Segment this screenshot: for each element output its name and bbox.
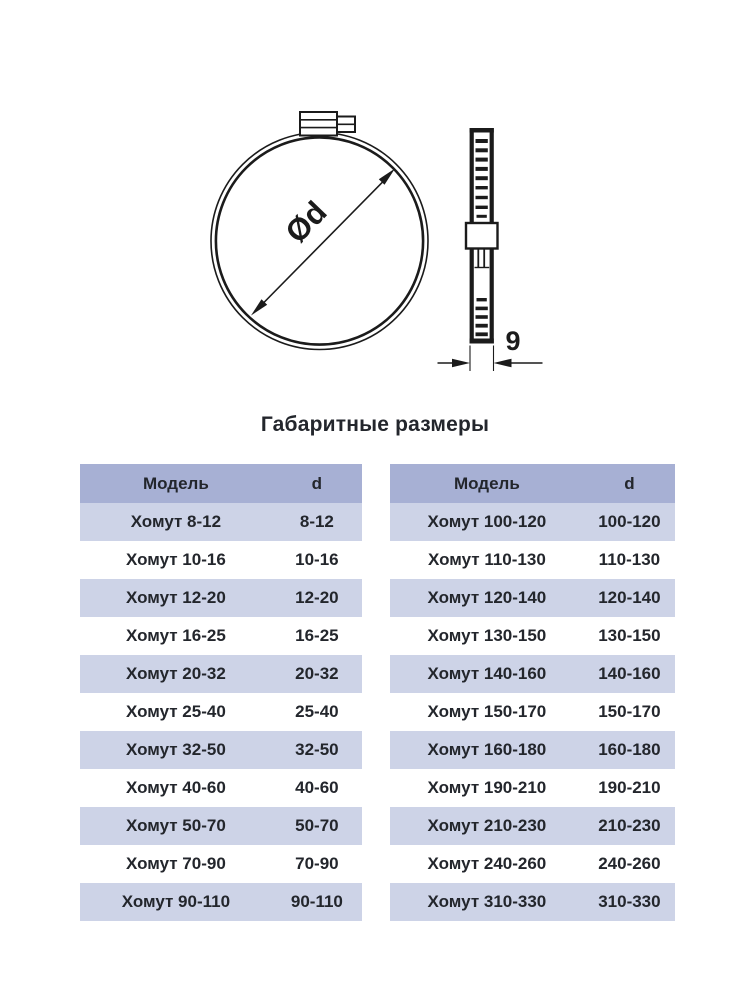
d-cell: 10-16 [295,550,339,569]
model-column-header: Модель [390,464,584,503]
d-cell: 130-150 [598,626,661,645]
table-row [80,731,362,769]
table-row [80,655,362,693]
table-row [390,845,675,883]
model-cell: Хомут 40-60 [125,778,226,797]
page-title: Габаритные размеры [260,413,490,436]
diameter-label: Ød [278,194,334,250]
d-cell: 16-25 [295,626,339,645]
model-cell: Хомут 50-70 [125,816,226,835]
table-row [80,769,362,807]
band-width-label: 9 [505,326,521,356]
d-cell: 70-90 [295,854,339,873]
model-cell: Хомут 130-150 [427,626,547,645]
table-row [80,883,362,921]
table-row [390,579,675,617]
clamp-front-view [211,112,428,350]
table-row [390,541,675,579]
band-bottom-cap [470,339,494,344]
table-row [80,693,362,731]
model-cell: Хомут 240-260 [427,854,547,873]
d-cell: 310-330 [598,892,661,911]
diameter-dimension-arrow [251,169,395,316]
table-row [390,693,675,731]
d-cell: 8-12 [299,512,334,531]
d-cell: 110-130 [598,550,661,569]
table-row [80,541,362,579]
table-header-row [390,464,675,503]
d-cell: 190-210 [598,778,661,797]
clamp-dimensions-diagram [0,0,750,400]
table-row [390,503,675,541]
model-cell: Хомут 10-16 [125,550,226,569]
d-cell: 140-160 [598,664,661,683]
table-row [390,883,675,921]
d-cell: 40-60 [295,778,339,797]
clamp-band-outer-circle [211,133,428,350]
model-cell: Хомут 160-180 [427,740,547,759]
model-cell: Хомут 90-110 [121,892,231,911]
clamp-side-view [438,128,543,371]
worm-gear-housing [300,112,355,136]
model-cell: Хомут 310-330 [427,892,547,911]
table-row [80,845,362,883]
model-cell: Хомут 25-40 [125,702,226,721]
model-cell: Хомут 100-120 [427,512,547,531]
model-cell: Хомут 120-140 [427,588,547,607]
model-cell: Хомут 210-230 [427,816,547,835]
band-top-cap [470,128,494,133]
d-cell: 240-260 [598,854,661,873]
d-cell: 100-120 [598,512,661,531]
d-column-header: d [584,464,675,503]
clamp-band-inner-circle [216,137,423,344]
d-cell: 32-50 [295,740,339,759]
d-cell: 150-170 [598,702,661,721]
table-row [80,807,362,845]
table-row [80,617,362,655]
model-cell: Хомут 32-50 [125,740,226,759]
model-cell: Хомут 110-130 [428,550,546,569]
d-cell: 120-140 [598,588,661,607]
d-cell: 210-230 [598,816,661,835]
model-cell: Хомут 8-12 [130,512,222,531]
table-row [390,617,675,655]
d-cell: 20-32 [295,664,339,683]
table-row [80,579,362,617]
d-cell: 50-70 [295,816,339,835]
dimensions-table-left [80,464,362,921]
d-cell: 25-40 [295,702,339,721]
d-cell: 90-110 [290,892,343,911]
table-header-row [80,464,362,503]
table-row [80,503,362,541]
model-cell: Хомут 150-170 [427,702,547,721]
model-column-header: Модель [80,464,272,503]
model-cell: Хомут 190-210 [427,778,547,797]
model-cell: Хомут 70-90 [125,854,226,873]
model-cell: Хомут 140-160 [427,664,547,683]
band-slots-upper [476,139,488,218]
table-row [390,807,675,845]
model-cell: Хомут 12-20 [125,588,226,607]
d-column-header: d [272,464,362,503]
d-cell: 160-180 [598,740,661,759]
d-cell: 12-20 [295,588,339,607]
table-row [390,769,675,807]
dimensions-table-right [390,464,675,921]
model-cell: Хомут 16-25 [125,626,226,645]
table-row [390,731,675,769]
model-cell: Хомут 20-32 [125,664,226,683]
table-row [390,655,675,693]
band-width-dimension [438,346,543,372]
band-slots-lower [476,298,488,336]
